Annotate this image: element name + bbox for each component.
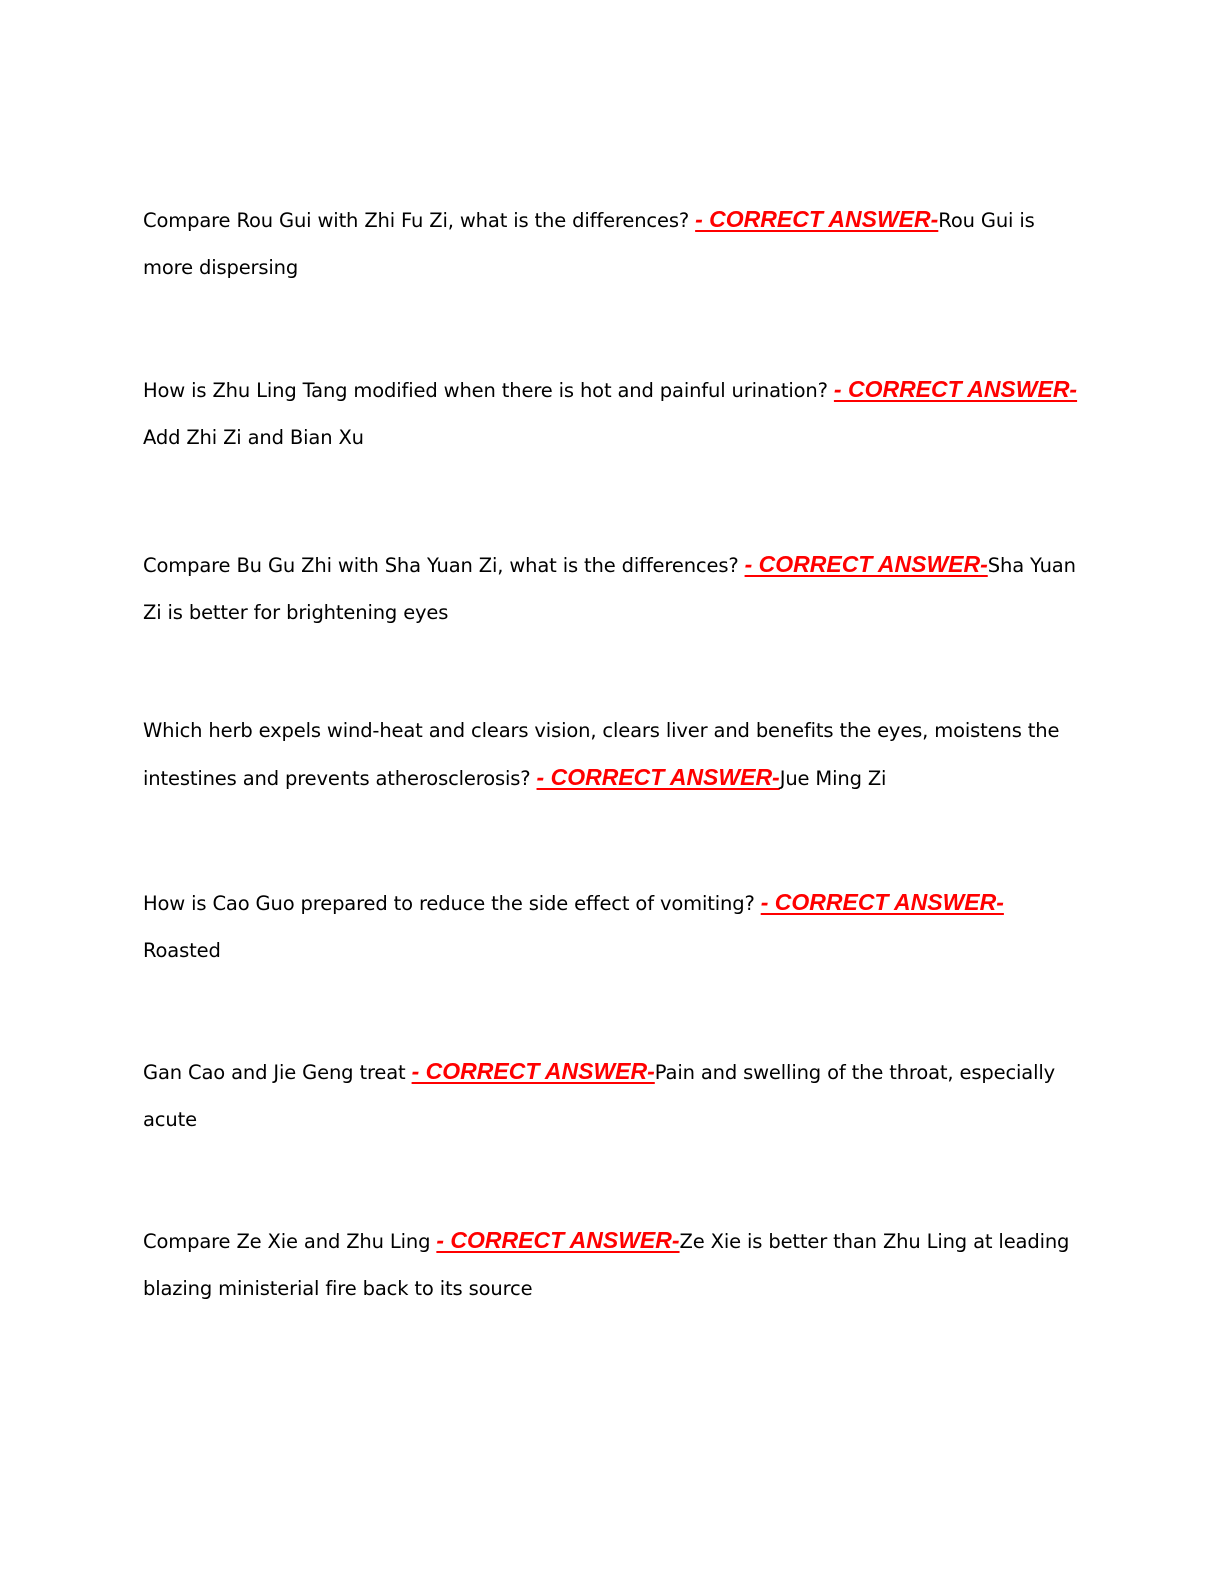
qa-item [143, 879, 1078, 974]
correct-answer-marker: - CORRECT ANSWER- [436, 1227, 680, 1253]
correct-answer-marker: - CORRECT ANSWER- [536, 764, 780, 790]
question-text: Compare Rou Gui with Zhi Fu Zi, what is the differences? [143, 209, 696, 232]
correct-answer-marker: - CORRECT ANSWER- [833, 376, 1078, 402]
qa-item [143, 366, 1078, 461]
answer-text: Roasted [143, 939, 221, 962]
answer-text: Ze Xie is better than Zhu Ling at leading blazing ministerial fire back to its source [143, 1230, 1070, 1300]
qa-item [143, 707, 1078, 802]
qa-item [143, 541, 1078, 636]
answer-text: Sha Yuan Zi is better for brightening eyes [143, 554, 1076, 624]
correct-answer-marker: - CORRECT ANSWER- [411, 1058, 655, 1084]
qa-item [143, 1217, 1078, 1312]
answer-text: Add Zhi Zi and Bian Xu [143, 426, 364, 449]
correct-answer-marker: - CORRECT ANSWER- [695, 206, 939, 232]
question-text: How is Zhu Ling Tang modified when there is hot and painful urination? [143, 379, 834, 402]
correct-answer-marker: - CORRECT ANSWER- [760, 889, 1004, 915]
question-text: Compare Bu Gu Zhi with Sha Yuan Zi, what is the differences? [143, 554, 745, 577]
qa-item [143, 1048, 1078, 1143]
answer-text: Jue Ming Zi [779, 767, 887, 790]
answer-text: Pain and swelling of the throat, especially acute [143, 1061, 1056, 1131]
question-text: How is Cao Guo prepared to reduce the side effect of vomiting? [143, 892, 761, 915]
correct-answer-marker: - CORRECT ANSWER- [744, 551, 988, 577]
answer-text: Rou Gui is more dispersing [143, 209, 1035, 279]
qa-item [143, 196, 1078, 291]
question-text: Gan Cao and Jie Geng treat [143, 1061, 412, 1084]
question-text: Which herb expels wind-heat and clears vision, clears liver and benefits the eyes, moistens the intestines and prevents atherosclerosis? [143, 719, 1060, 790]
question-text: Compare Ze Xie and Zhu Ling [143, 1230, 437, 1253]
